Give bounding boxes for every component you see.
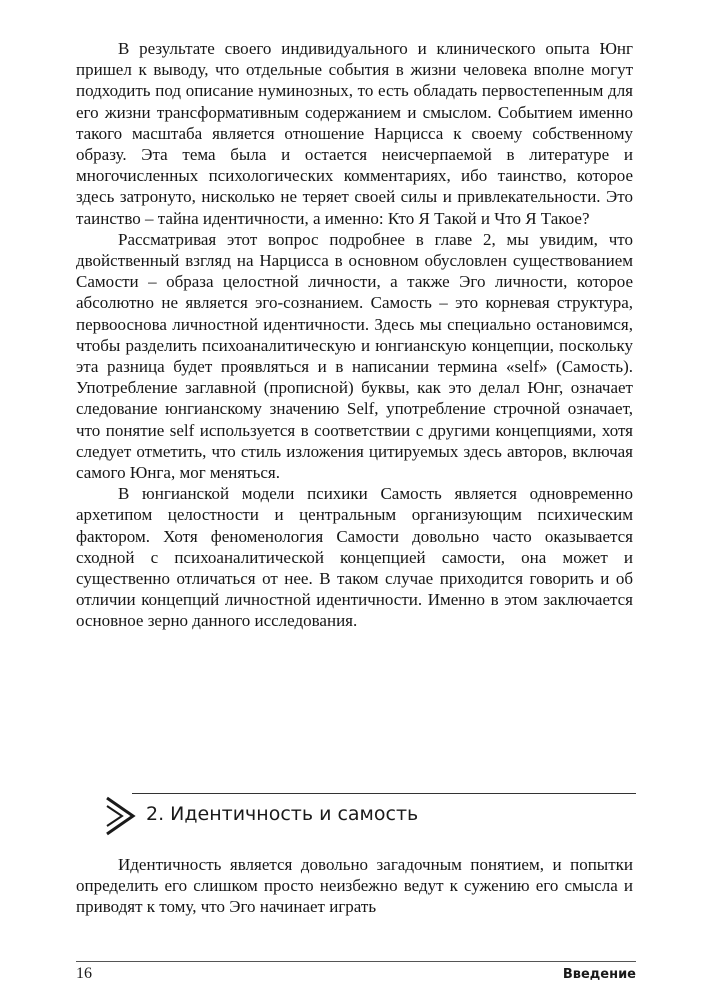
- paragraph-3: В юнгианской модели психики Самость является одновременно архетипом целостности и центральным организующим психическим фактором. Хотя феноменология Самости довольно часто оказывается сходной с психоаналитической концепцией самости, она может и существенно отличаться от нее. В таком случае приходится говорить и об отличии концепций личностной идентичности. Именно в этом заключается основное зерно данного исследования.: [76, 484, 633, 631]
- heading-rule: [132, 793, 636, 794]
- footer-rule: [76, 961, 636, 962]
- chevron-right-icon: [104, 795, 138, 837]
- section-heading: 2. Идентичность и самость: [146, 803, 419, 825]
- paragraph-2: Рассматривая этот вопрос подробнее в главе 2, мы увидим, что двойственный взгляд на Нарцисса в основном обусловлен существованием Самости – образа целостной личности, а также Эго личности, которое абсолютно не является эго-сознанием. Самость – это корневая структура, первооснова личностной идентичности. Здесь мы специально остановимся, чтобы разделить психоаналитическую и юнгианскую концепции, поскольку эта разница будет проявляться и в написании термина «self» (Самость). Употребление заглавной (прописной) буквы, как это делал Юнг, означает следование юнгианскому значению Self, употребление строчной означает, что понятие self используется в соответствии с другими концепциями, хотя следует отметить, что стиль изложения цитируемых здесь авторов, включая самого Юнга, мог меняться.: [76, 229, 633, 483]
- body-text: [76, 38, 633, 632]
- running-title: Введение: [562, 967, 636, 982]
- section-2-paragraph: Идентичность является довольно загадочным понятием, и попытки определить его слишком просто неизбежно ведут к сужению его смысла и приводят к тому, что Эго начинает играть: [76, 855, 633, 917]
- page-number: 16: [76, 965, 92, 982]
- section-2-text: [76, 854, 633, 918]
- section-heading-block: [104, 787, 636, 847]
- paragraph-1: В результате своего индивидуального и клинического опыта Юнг пришел к выводу, что отдельные события в жизни человека вполне могут подходить под описание нуминозных, то есть обладать первостепенным для его жизни трансформативным содержанием и смыслом. Событием именно такого масштаба является отношение Нарцисса к своему собственному образу. Эта тема была и остается неисчерпаемой в литературе и многочисленных психологических комментариях, ибо таинство, которое здесь затронуто, нисколько не теряет своей силы и привлекательности. Это таинство – тайна идентичности, а именно: Кто Я Такой и Что Я Такое?: [76, 39, 633, 228]
